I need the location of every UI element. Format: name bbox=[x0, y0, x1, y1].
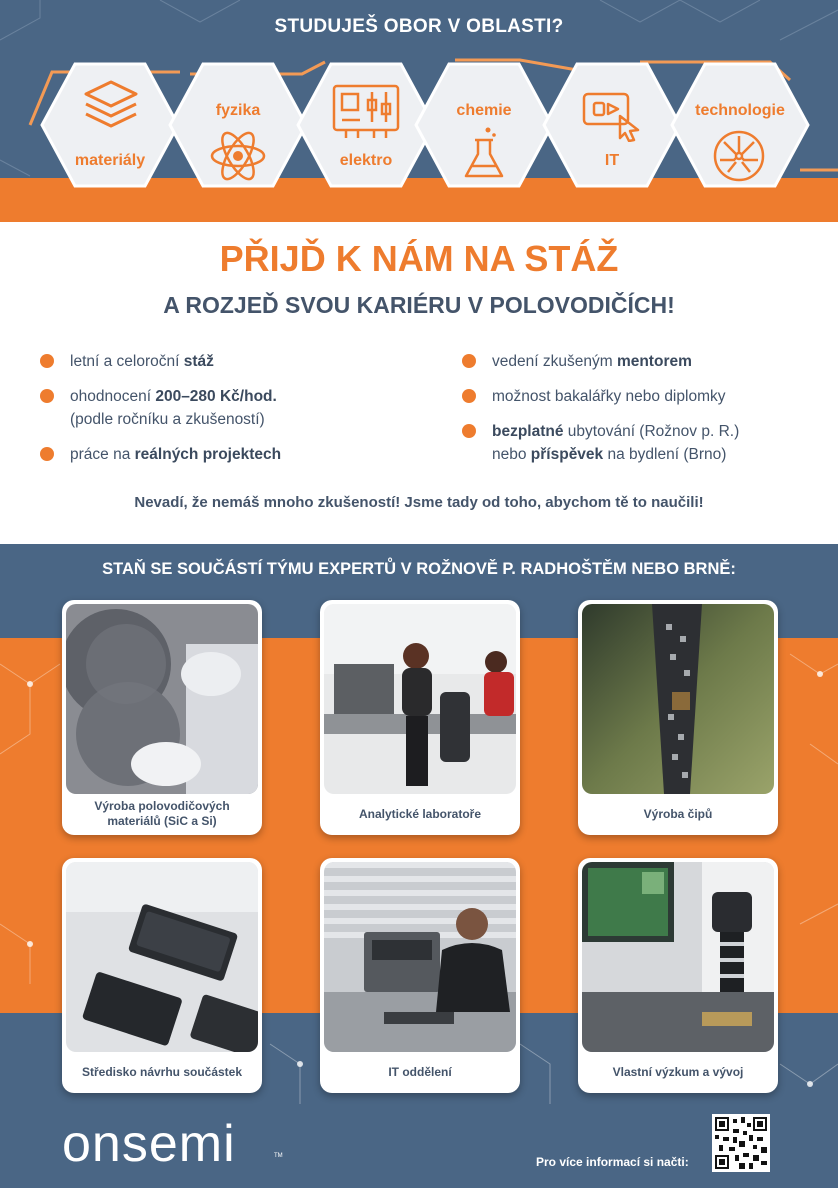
bullet-icon bbox=[40, 354, 54, 368]
card-caption: IT oddělení bbox=[388, 1064, 452, 1079]
card-caption: Středisko návrhu součástek bbox=[81, 1064, 243, 1079]
photo-card bbox=[578, 600, 778, 835]
onsemi-logo: onsemi bbox=[62, 1115, 236, 1173]
cursor-screen-icon bbox=[582, 90, 644, 142]
layers-icon bbox=[82, 76, 140, 134]
field-label: elektro bbox=[339, 152, 393, 169]
more-info-label: Pro více informací si načti: bbox=[536, 1155, 689, 1169]
benefits-list-right bbox=[462, 350, 822, 478]
field-label: IT bbox=[604, 152, 620, 169]
photo-card bbox=[320, 858, 520, 1093]
photo-it-department bbox=[324, 862, 516, 1052]
benefit-item: práce na reálných projektech bbox=[40, 443, 420, 466]
benefit-item: ohodnocení 200–280 Kč/hod. (podle ročníku a zkušeností) bbox=[40, 385, 420, 431]
card-caption: Analytické laboratoře bbox=[358, 806, 482, 821]
photo-component-design bbox=[66, 862, 258, 1052]
card-caption: Výroba polovodičových materiálů (SiC a Si) bbox=[94, 799, 230, 828]
field-label: chemie bbox=[456, 102, 512, 119]
bullet-icon bbox=[462, 389, 476, 403]
benefit-item: vedení zkušeným mentorem bbox=[462, 350, 822, 373]
field-hex-physics bbox=[168, 62, 308, 188]
benefit-item: bezplatné ubytování (Rožnov p. R.) nebo příspěvek na bydlení (Brno) bbox=[462, 420, 822, 466]
encouragement-note: Nevadí, že nemáš mnoho zkušeností! Jsme tady od toho, abychom tě to naučili! bbox=[134, 494, 704, 511]
qr-code-icon[interactable] bbox=[712, 1114, 770, 1172]
photo-card bbox=[320, 600, 520, 835]
circuit-board-icon bbox=[332, 84, 400, 140]
field-hex-materials bbox=[40, 62, 180, 188]
benefit-item: možnost bakalářky nebo diplomky bbox=[462, 385, 822, 408]
field-hex-chemistry bbox=[414, 62, 554, 188]
photo-card bbox=[578, 858, 778, 1093]
benefit-item: letní a celoroční stáž bbox=[40, 350, 420, 373]
field-label: materiály bbox=[74, 152, 146, 169]
card-caption: Výroba čipů bbox=[643, 806, 713, 821]
flask-icon bbox=[462, 126, 506, 182]
photo-chip-production bbox=[582, 604, 774, 794]
photo-research-development bbox=[582, 862, 774, 1052]
card-caption: Vlastní výzkum a vývoj bbox=[612, 1064, 744, 1079]
atom-icon bbox=[210, 130, 266, 182]
headline: PŘIJĎ K NÁM NA STÁŽ bbox=[219, 238, 619, 279]
subheadline: A ROZJEĎ SVOU KARIÉRU V POLOVODIČÍCH! bbox=[163, 292, 675, 318]
team-title: STAŇ SE SOUČÁSTÍ TÝMU EXPERTŮ V ROŽNOVĚ P. RADHOŠTĚM NEBO BRNĚ: bbox=[102, 560, 736, 578]
photo-card bbox=[62, 600, 262, 835]
field-hex-technology bbox=[670, 62, 810, 188]
circuit-node-icon bbox=[710, 128, 768, 184]
photo-analytic-lab bbox=[324, 604, 516, 794]
field-label: fyzika bbox=[215, 102, 261, 119]
field-hex-it bbox=[542, 62, 682, 188]
header-title: STUDUJEŠ OBOR V OBLASTI? bbox=[274, 16, 564, 37]
field-label: technologie bbox=[695, 102, 785, 119]
benefits-list-left bbox=[40, 350, 420, 478]
logo-trademark: TM bbox=[274, 1153, 283, 1159]
photo-wafer-production bbox=[66, 604, 258, 794]
photo-card bbox=[62, 858, 262, 1093]
bullet-icon bbox=[462, 354, 476, 368]
bullet-icon bbox=[40, 389, 54, 403]
bullet-icon bbox=[40, 447, 54, 461]
bullet-icon bbox=[462, 424, 476, 438]
